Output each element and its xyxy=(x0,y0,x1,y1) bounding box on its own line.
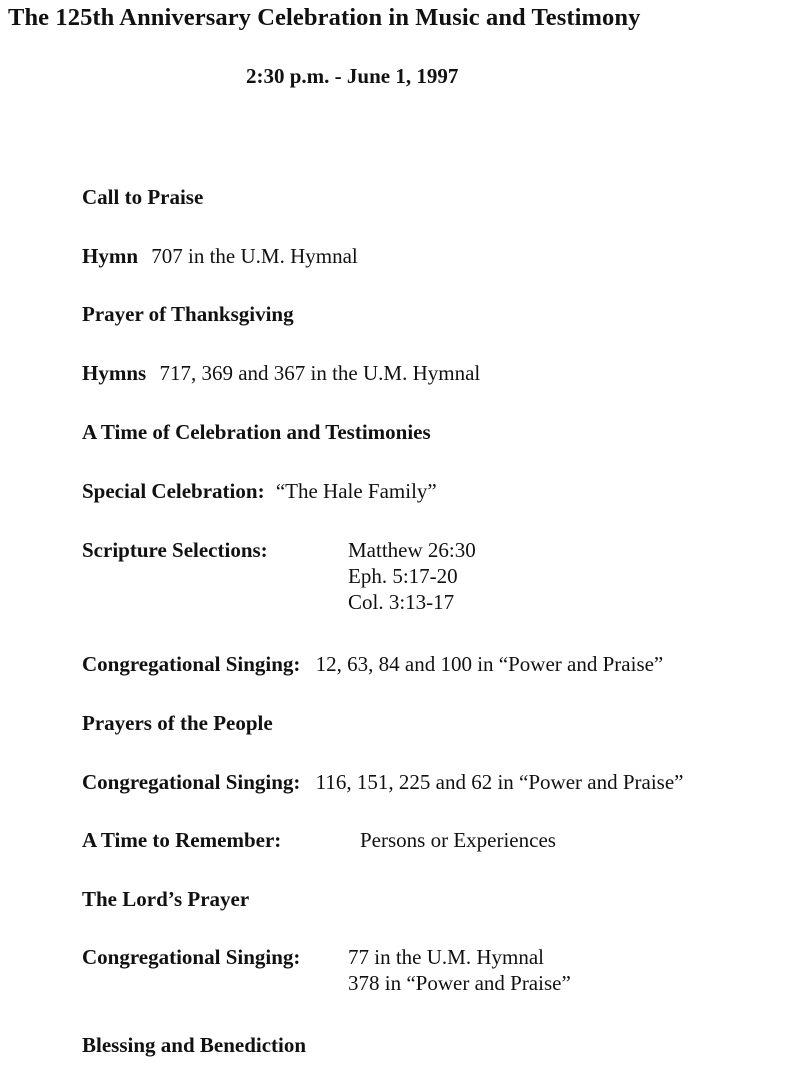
item-label: Prayers of the People xyxy=(82,711,273,735)
item-detail: 12, 63, 84 and 100 in “Power and Praise” xyxy=(315,652,664,676)
item-label: Hymn xyxy=(82,244,139,268)
program-item-call-to-praise xyxy=(82,184,203,210)
item-detail: “The Hale Family” xyxy=(275,479,437,503)
item-detail: 707 in the U.M. Hymnal xyxy=(151,244,358,268)
program-item-hymns xyxy=(82,360,480,386)
item-label: Call to Praise xyxy=(82,185,204,209)
singing3-list xyxy=(348,944,571,996)
scripture-line: Col. 3:13-17 xyxy=(348,590,455,614)
item-detail: 717, 369 and 367 in the U.M. Hymnal xyxy=(159,361,481,385)
program-item-celebration-testimonies xyxy=(82,419,431,445)
program-item-scripture xyxy=(82,537,268,563)
item-label: Special Celebration: xyxy=(82,479,265,503)
item-label: Scripture Selections: xyxy=(82,538,268,562)
scripture-line: Matthew 26:30 xyxy=(348,538,476,562)
program-item-lords-prayer xyxy=(82,886,249,912)
program-item-prayer-thanksgiving xyxy=(82,301,294,327)
program-item-time-to-remember xyxy=(82,827,281,853)
program-item-special-celebration xyxy=(82,478,437,504)
item-detail: 116, 151, 225 and 62 in “Power and Praise” xyxy=(315,770,684,794)
singing-line: 77 in the U.M. Hymnal xyxy=(348,945,544,969)
program-item-congregational-singing-3 xyxy=(82,944,300,970)
item-label: The Lord’s Prayer xyxy=(82,887,250,911)
program-item-prayers-people xyxy=(82,710,273,736)
program-item-hymn xyxy=(82,243,358,269)
program-item-congregational-singing-1 xyxy=(82,651,663,677)
page-title: The 125th Anniversary Celebration in Music and Testimony xyxy=(8,4,641,31)
item-label: Congregational Singing: xyxy=(82,770,301,794)
item-label: Blessing and Benediction xyxy=(82,1033,307,1057)
scripture-list xyxy=(348,537,476,615)
program-item-congregational-singing-2 xyxy=(82,769,683,795)
singing-line: 378 in “Power and Praise” xyxy=(348,971,571,995)
program-item-blessing xyxy=(82,1032,306,1058)
item-label: A Time of Celebration and Testimonies xyxy=(82,420,431,444)
item-label: Congregational Singing: xyxy=(82,652,301,676)
item-label: Prayer of Thanksgiving xyxy=(82,302,294,326)
event-date-time: 2:30 p.m. - June 1, 1997 xyxy=(246,64,459,88)
item-label: Congregational Singing: xyxy=(82,945,301,969)
item-label: A Time to Remember: xyxy=(82,828,282,852)
remember-detail: Persons or Experiences xyxy=(360,828,556,852)
item-label: Hymns xyxy=(82,361,147,385)
scripture-line: Eph. 5:17-20 xyxy=(348,564,458,588)
